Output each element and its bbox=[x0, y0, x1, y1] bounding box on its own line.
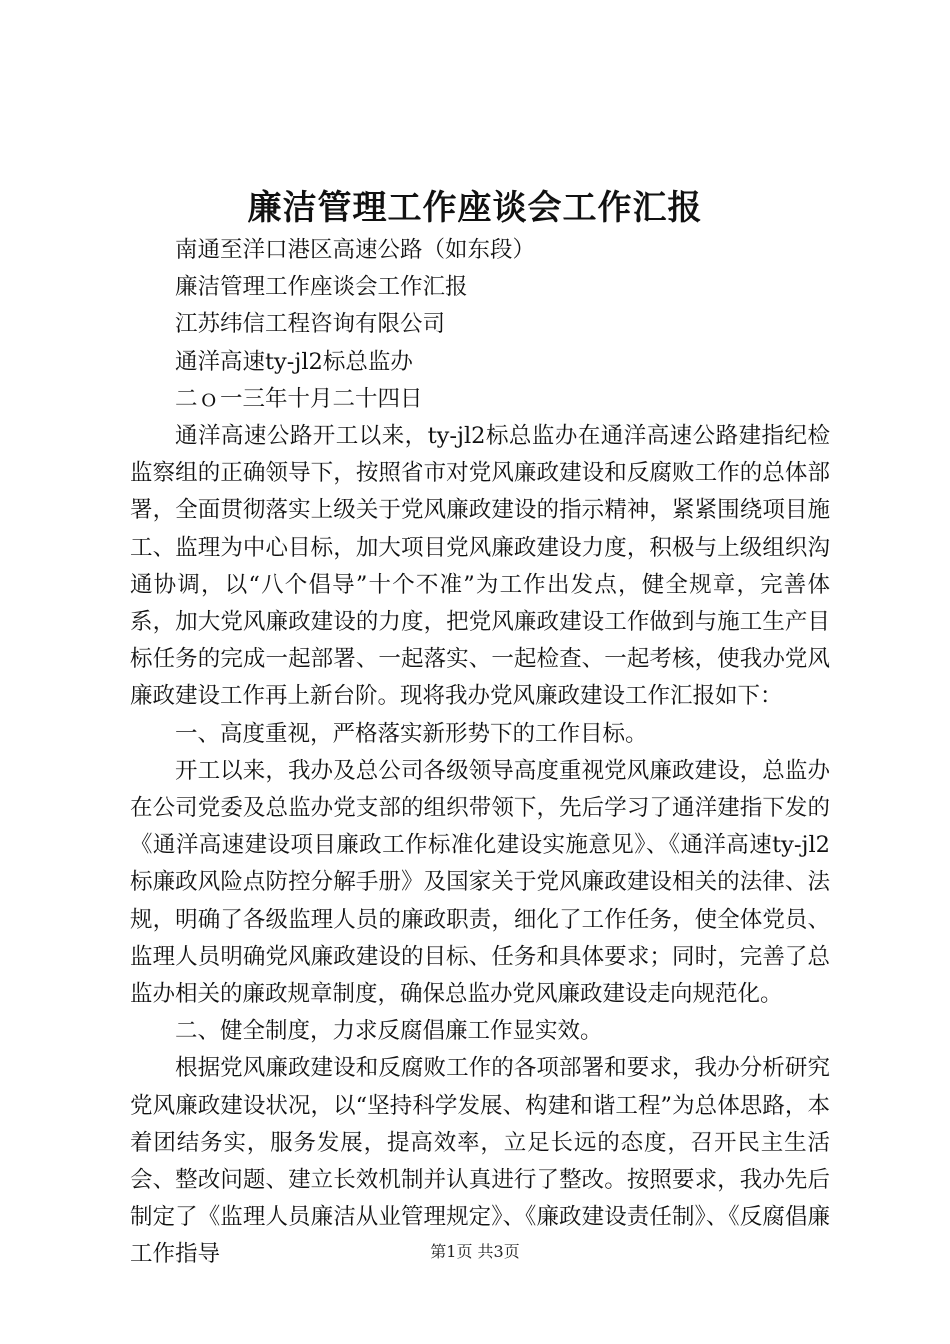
document-title: 廉洁管理工作座谈会工作汇报 bbox=[247, 188, 703, 228]
section-heading-1: 一、高度重视，严格落实新形势下的工作目标。 bbox=[175, 720, 648, 747]
paragraph-section-2: 根据党风廉政建设和反腐败工作的各项部署和要求，我办分析研究党风廉政建设状况，以“坚持科学发展、构建和谐工程”为总体思路，本着团结务实，服务发展，提高效率，立足长远的态度，召开民主生活会、整改问题、建立长效机制并认真进行了整改。按照要求，我办先后制定了《监理人员廉洁从业管理规定》、《廉政建设责任制》、《反腐倡廉工作指导 bbox=[130, 1055, 830, 1268]
document-body bbox=[130, 232, 830, 1274]
page-footer: 第1页 共3页 bbox=[430, 1242, 520, 1261]
header-line-route: 南通至洋口港区高速公路（如东段） bbox=[175, 237, 536, 263]
header-line-date: 二ｏ一三年十月二十四日 bbox=[175, 385, 423, 412]
section-heading-2: 二、健全制度，力求反腐倡廉工作显实效。 bbox=[175, 1018, 603, 1045]
header-line-company: 江苏纬信工程咨询有限公司 bbox=[175, 311, 446, 338]
paragraph-intro: 通洋高速公路开工以来，ty-jl2标总监办在通洋高速公路建指纪检监察组的正确领导下，按照省市对党风廉政建设和反腐败工作的总体部署，全面贯彻落实上级关于党风廉政建设的指示精神，紧紧围绕项目施工、监理为中心目标，加大项目党风廉政建设力度，积极与上级组织沟通协调，以“八个倡导”十个不准”为工作出发点，健全规章，完善体系，加大党风廉政建设的力度，把党风廉政建设工作做到与施工生产目标任务的完成一起部署、一起落实、一起检查、一起考核，使我办党风廉政建设工作再上新台阶。现将我办党风廉政建设工作汇报如下： bbox=[130, 423, 830, 710]
paragraph-section-1: 开工以来，我办及总公司各级领导高度重视党风廉政建设，总监办在公司党委及总监办党支部的组织带领下，先后学习了通洋建指下发的《通洋高速建设项目廉政工作标准化建设实施意见》、《通洋高速ty-jl2标廉政风险点防控分解手册》及国家关于党风廉政建设相关的法律、法规，明确了各级监理人员的廉政职责，细化了工作任务，使全体党员、监理人员明确党风廉政建设的目标、任务和具体要求；同时，完善了总监办相关的廉政规章制度，确保总监办党风廉政建设走向规范化。 bbox=[130, 757, 830, 1008]
header-line-subject: 廉洁管理工作座谈会工作汇报 bbox=[175, 274, 468, 301]
header-line-office: 通洋高速ty-jl2标总监办 bbox=[175, 348, 413, 375]
